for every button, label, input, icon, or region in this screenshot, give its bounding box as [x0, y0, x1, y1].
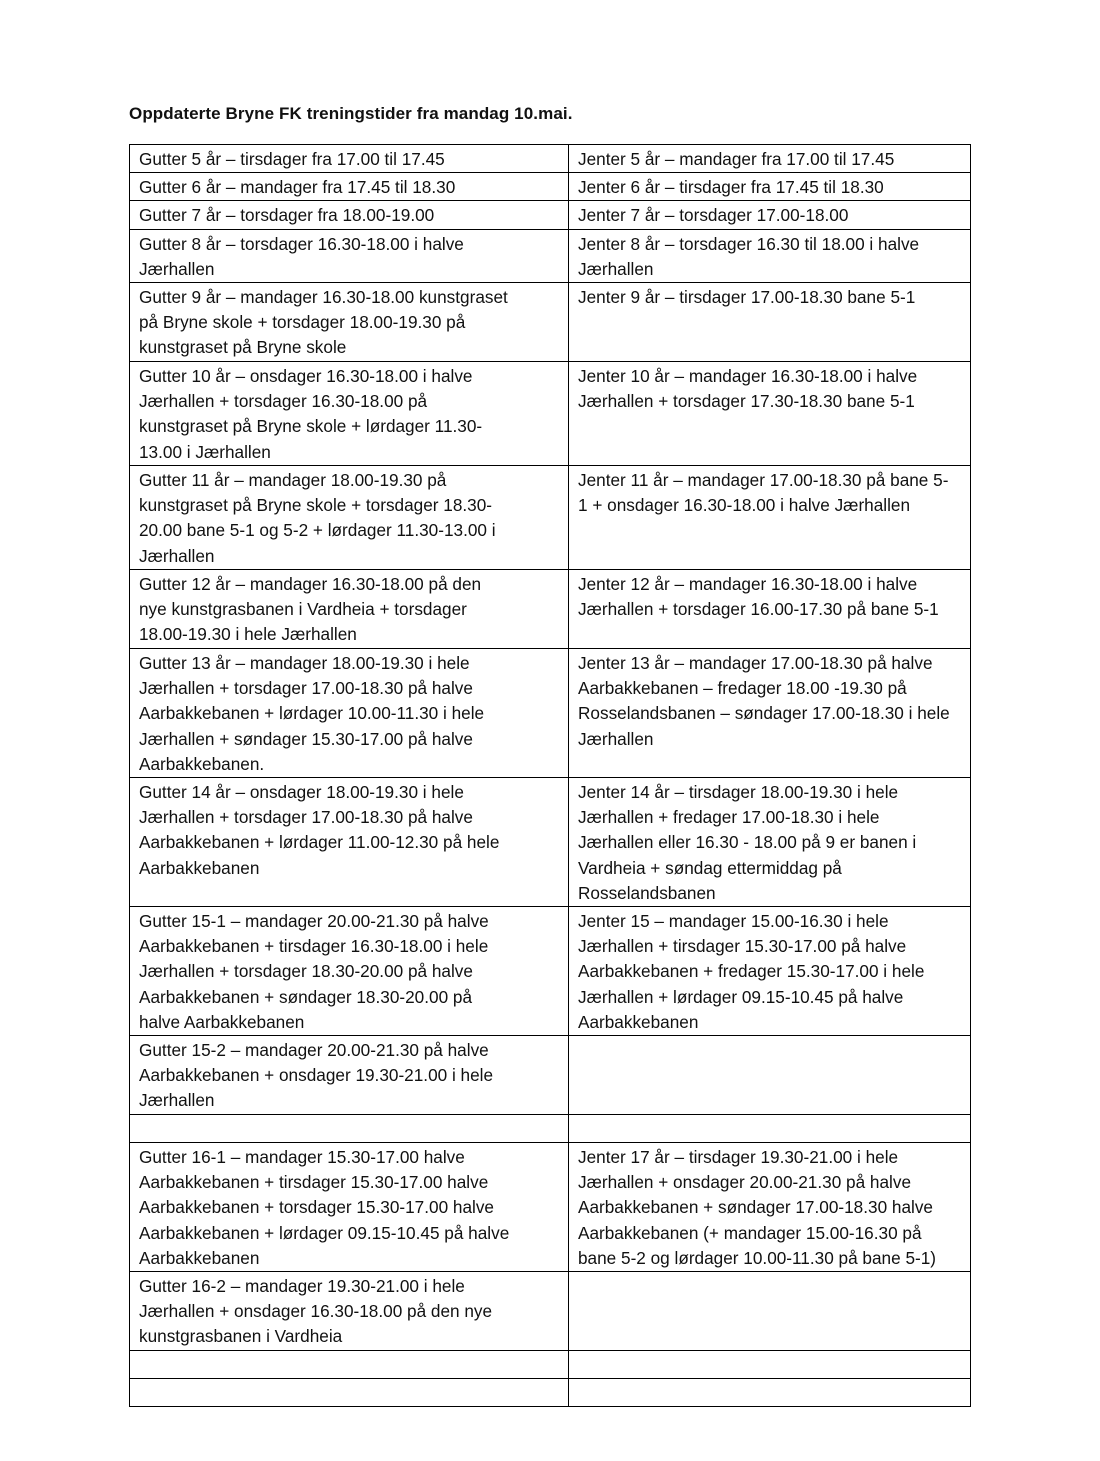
schedule-text-line: Aarbakkebanen + tirsdager 16.30-18.00 i hele — [139, 936, 489, 957]
schedule-text-line: Aarbakkebanen – fredager 18.00 -19.30 på — [578, 678, 907, 699]
table-row — [130, 362, 971, 466]
table-row — [130, 570, 971, 649]
boys-schedule-cell — [130, 201, 569, 229]
schedule-text-line: Aarbakkebanen — [578, 1011, 699, 1032]
schedule-text-line: Jærhallen + onsdager 20.00-21.30 på halve — [578, 1172, 912, 1193]
schedule-text-line: Jenter 9 år – tirsdager 17.00-18.30 bane 5-1 — [578, 287, 916, 308]
schedule-text-line: Gutter 7 år – torsdager fra 18.00-19.00 — [139, 205, 435, 226]
table-row — [130, 283, 971, 362]
schedule-text-line: Jærhallen + onsdager 16.30-18.00 på den nye — [139, 1301, 493, 1322]
schedule-text-line: Jenter 11 år – mandager 17.00-18.30 på bane 5- — [578, 470, 949, 491]
table-row — [130, 1115, 971, 1143]
girls-schedule-cell — [569, 362, 971, 466]
page-title: Oppdaterte Bryne FK treningstider fra mandag 10.mai. — [129, 104, 573, 123]
girls-schedule-cell — [569, 1115, 971, 1143]
girls-schedule-cell — [569, 173, 971, 201]
schedule-text-line: Jærhallen + torsdager 16.30-18.00 på — [139, 391, 428, 412]
schedule-text-line: Jenter 10 år – mandager 16.30-18.00 i halve — [578, 366, 918, 387]
table-row — [130, 1379, 971, 1407]
table-row — [130, 1272, 971, 1351]
girls-schedule-cell — [569, 1272, 971, 1351]
schedule-text-line: 1 + onsdager 16.30-18.00 i halve Jærhallen — [578, 495, 911, 516]
schedule-text-line: Aarbakkebanen + søndager 17.00-18.30 halve — [578, 1197, 933, 1218]
schedule-text-line: 13.00 i Jærhallen — [139, 441, 271, 462]
schedule-text-line: Aarbakkebanen — [139, 857, 260, 878]
schedule-text-line: Jenter 7 år – torsdager 17.00-18.00 — [578, 205, 849, 226]
schedule-text-line: kunstgraset på Bryne skole + lørdager 11.30- — [139, 416, 483, 437]
schedule-text-line: Jærhallen — [578, 728, 654, 749]
schedule-text-line: Jenter 13 år – mandager 17.00-18.30 på halve — [578, 653, 933, 674]
schedule-text-line: Gutter 6 år – mandager fra 17.45 til 18.30 — [139, 177, 456, 198]
table-row — [130, 466, 971, 570]
schedule-text-line: Aarbakkebanen. — [139, 753, 265, 774]
girls-schedule-cell — [569, 1379, 971, 1407]
schedule-text-line: Jærhallen — [139, 545, 215, 566]
schedule-text-line: kunstgraset på Bryne skole + torsdager 18.30- — [139, 495, 493, 516]
table-row — [130, 1351, 971, 1379]
boys-schedule-cell — [130, 778, 569, 907]
boys-schedule-cell — [130, 1036, 569, 1115]
girls-schedule-cell — [569, 466, 971, 570]
girls-schedule-cell — [569, 145, 971, 173]
schedule-text-line: Gutter 16-1 – mandager 15.30-17.00 halve — [139, 1147, 465, 1168]
schedule-text-line: Jærhallen — [139, 258, 215, 279]
boys-schedule-cell — [130, 1379, 569, 1407]
schedule-text-line: Gutter 13 år – mandager 18.00-19.30 i hele — [139, 653, 470, 674]
schedule-text-line: Jærhallen + tirsdager 15.30-17.00 på halve — [578, 936, 907, 957]
schedule-text-line: Jenter 8 år – torsdager 16.30 til 18.00 i halve — [578, 233, 920, 254]
schedule-text-line: 20.00 bane 5-1 og 5-2 + lørdager 11.30-13.00 i — [139, 520, 496, 541]
schedule-text-line: Gutter 14 år – onsdager 18.00-19.30 i hele — [139, 782, 464, 803]
boys-schedule-cell — [130, 1143, 569, 1272]
schedule-text-line: Gutter 15-1 – mandager 20.00-21.30 på halve — [139, 911, 489, 932]
schedule-text-line: Jærhallen — [139, 1090, 215, 1111]
girls-schedule-cell — [569, 907, 971, 1036]
girls-schedule-cell — [569, 229, 971, 282]
schedule-text-line: Aarbakkebanen + søndager 18.30-20.00 på — [139, 986, 473, 1007]
schedule-text-line: Gutter 15-2 – mandager 20.00-21.30 på halve — [139, 1040, 489, 1061]
schedule-text-line: Gutter 8 år – torsdager 16.30-18.00 i halve — [139, 233, 464, 254]
table-row — [130, 229, 971, 282]
schedule-text-line: Jærhallen + fredager 17.00-18.30 i hele — [578, 807, 880, 828]
boys-schedule-cell — [130, 1115, 569, 1143]
schedule-text-line: Aarbakkebanen — [139, 1247, 260, 1268]
schedule-text-line: Gutter 5 år – tirsdager fra 17.00 til 17.45 — [139, 149, 445, 169]
schedule-text-line: Jenter 17 år – tirsdager 19.30-21.00 i hele — [578, 1147, 899, 1168]
boys-schedule-cell — [130, 570, 569, 649]
schedule-text-line: Jærhallen + lørdager 09.15-10.45 på halve — [578, 986, 904, 1007]
boys-schedule-cell — [130, 145, 569, 173]
schedule-text-line: Aarbakkebanen (+ mandager 15.00-16.30 på — [578, 1222, 922, 1243]
girls-schedule-cell — [569, 201, 971, 229]
table-row — [130, 778, 971, 907]
table-row — [130, 1143, 971, 1272]
schedule-text-line: Jærhallen + torsdager 18.30-20.00 på halve — [139, 961, 473, 982]
table-row — [130, 201, 971, 229]
schedule-text-line: 18.00-19.30 i hele Jærhallen — [139, 624, 357, 645]
schedule-text-line: Aarbakkebanen + fredager 15.30-17.00 i hele — [578, 961, 925, 982]
schedule-text-line: Gutter 11 år – mandager 18.00-19.30 på — [139, 470, 447, 491]
schedule-text-line: Gutter 10 år – onsdager 16.30-18.00 i halve — [139, 366, 473, 387]
schedule-text-line: Jærhallen + søndager 15.30-17.00 på halve — [139, 728, 473, 749]
schedule-text-line: Jenter 6 år – tirsdager fra 17.45 til 18.30 — [578, 177, 884, 198]
schedule-text-line: kunstgrasbanen i Vardheia — [139, 1326, 343, 1347]
schedule-text-line: bane 5-2 og lørdager 10.00-11.30 på bane 5-1) — [578, 1247, 937, 1268]
schedule-text-line: kunstgraset på Bryne skole — [139, 337, 347, 358]
schedule-text-line: Gutter 16-2 – mandager 19.30-21.00 i hele — [139, 1276, 465, 1297]
schedule-text-line: Gutter 12 år – mandager 16.30-18.00 på den — [139, 574, 482, 595]
boys-schedule-cell — [130, 1272, 569, 1351]
table-row — [130, 649, 971, 778]
table-row — [130, 907, 971, 1036]
schedule-text-line: nye kunstgrasbanen i Vardheia + torsdager — [139, 599, 467, 620]
girls-schedule-cell — [569, 1351, 971, 1379]
girls-schedule-cell — [569, 649, 971, 778]
schedule-text-line: Vardheia + søndag ettermiddag på — [578, 857, 842, 878]
schedule-text-line: Jærhallen + torsdager 16.00-17.30 på bane 5-1 — [578, 599, 939, 620]
schedule-text-line: Aarbakkebanen + lørdager 11.00-12.30 på hele — [139, 832, 500, 853]
schedule-text-line: Aarbakkebanen + lørdager 10.00-11.30 i hele — [139, 703, 485, 724]
boys-schedule-cell — [130, 1351, 569, 1379]
boys-schedule-cell — [130, 283, 569, 362]
table-row — [130, 173, 971, 201]
boys-schedule-cell — [130, 229, 569, 282]
schedule-text-line: Jenter 12 år – mandager 16.30-18.00 i halve — [578, 574, 918, 595]
schedule-text-line: Jærhallen + torsdager 17.30-18.30 bane 5-1 — [578, 391, 915, 412]
girls-schedule-cell — [569, 570, 971, 649]
schedule-text-line: Aarbakkebanen + onsdager 19.30-21.00 i hele — [139, 1065, 494, 1086]
schedule-text-line: Jærhallen + torsdager 17.00-18.30 på halve — [139, 807, 473, 828]
boys-schedule-cell — [130, 649, 569, 778]
schedule-text-line: Jenter 15 – mandager 15.00-16.30 i hele — [578, 911, 889, 932]
schedule-text-line: Aarbakkebanen + torsdager 15.30-17.00 halve — [139, 1197, 494, 1218]
schedule-text-line: Rosselandsbanen – søndager 17.00-18.30 i hele — [578, 703, 950, 724]
girls-schedule-cell — [569, 1143, 971, 1272]
boys-schedule-cell — [130, 362, 569, 466]
girls-schedule-cell — [569, 1036, 971, 1115]
schedule-text-line: Gutter 9 år – mandager 16.30-18.00 kunstgraset — [139, 287, 508, 308]
schedule-text-line: Jenter 14 år – tirsdager 18.00-19.30 i hele — [578, 782, 899, 803]
schedule-text-line: Rosselandsbanen — [578, 882, 716, 903]
schedule-text-line: Jærhallen eller 16.30 - 18.00 på 9 er banen i — [578, 832, 917, 853]
schedule-text-line: Jenter 5 år – mandager fra 17.00 til 17.45 — [578, 149, 895, 169]
schedule-text-line: på Bryne skole + torsdager 18.00-19.30 på — [139, 312, 466, 333]
schedule-text-line: Aarbakkebanen + lørdager 09.15-10.45 på halve — [139, 1222, 510, 1243]
boys-schedule-cell — [130, 173, 569, 201]
girls-schedule-cell — [569, 283, 971, 362]
schedule-text-line: Jærhallen — [578, 258, 654, 279]
schedule-text-line: Aarbakkebanen + tirsdager 15.30-17.00 halve — [139, 1172, 489, 1193]
schedule-text-line: halve Aarbakkebanen — [139, 1011, 305, 1032]
table-row — [130, 1036, 971, 1115]
schedule-table — [129, 144, 971, 1407]
schedule-text-line: Jærhallen + torsdager 17.00-18.30 på halve — [139, 678, 473, 699]
girls-schedule-cell — [569, 778, 971, 907]
boys-schedule-cell — [130, 907, 569, 1036]
schedule-table-body — [130, 145, 971, 1407]
boys-schedule-cell — [130, 466, 569, 570]
table-row — [130, 145, 971, 173]
